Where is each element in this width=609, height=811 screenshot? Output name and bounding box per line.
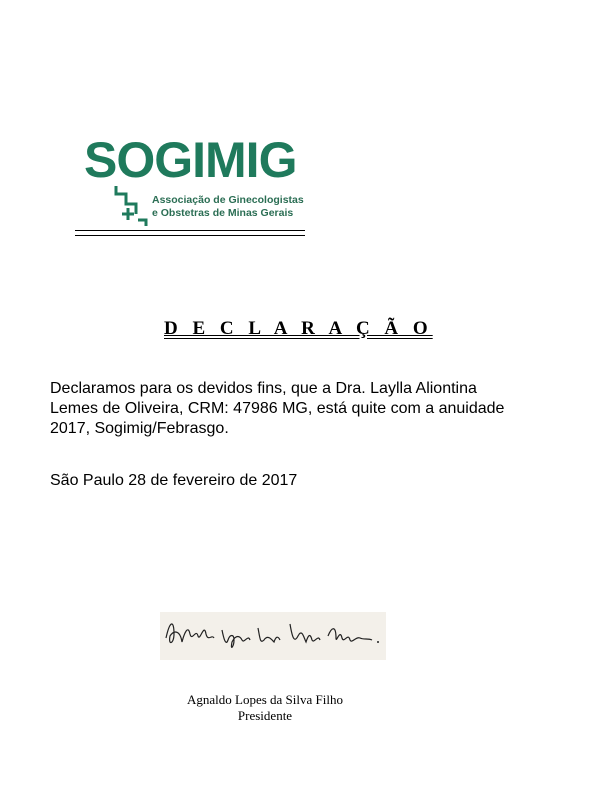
document-title: D E C L A R A Ç Ã O (164, 318, 433, 339)
signer-block (150, 692, 380, 724)
logo-subtitle (152, 194, 304, 220)
logo-wordmark: SOGIMIG (84, 132, 297, 188)
signer-role: Presidente (237, 708, 293, 723)
header-rule (75, 230, 305, 236)
signer-name: Agnaldo Lopes da Silva Filho (187, 692, 343, 707)
signature-scribble (160, 612, 386, 660)
handwritten-signature (160, 612, 386, 660)
logo-subtitle-line2: e Obstetras de Minas Gerais (152, 207, 294, 219)
logo-subtitle-line1: Associação de Ginecologistas (152, 194, 304, 206)
place-date: São Paulo 28 de fevereiro de 2017 (50, 472, 298, 489)
declaration-body: Declaramos para os devidos fins, que a Dra. Laylla Aliontina Lemes de Oliveira, CRM: 47986 MG, está quite com a anuidade 2017, Sogimig/Febrasgo. (50, 380, 505, 437)
sogimig-logo (84, 132, 304, 226)
